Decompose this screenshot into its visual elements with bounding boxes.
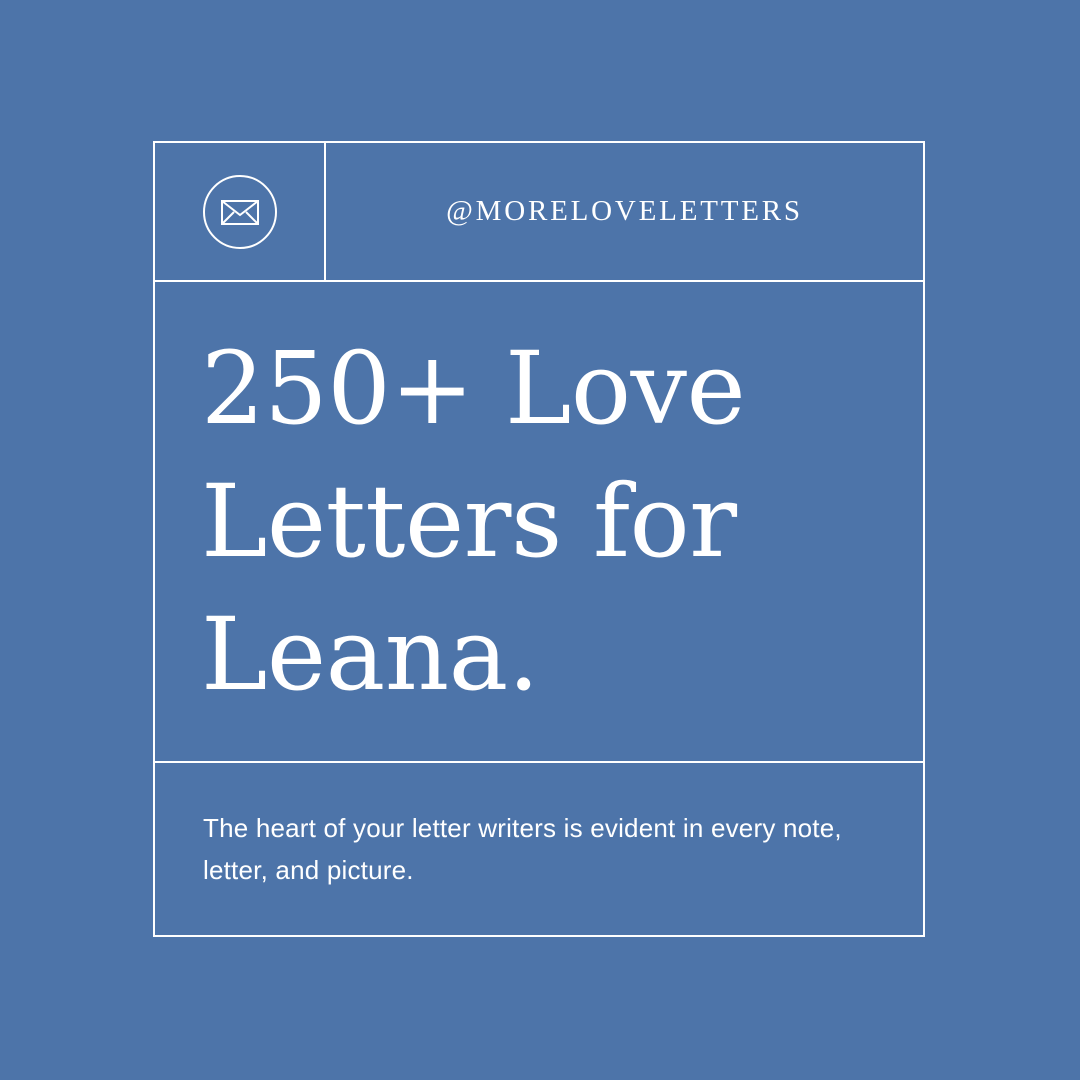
subtitle-cell <box>155 763 923 935</box>
logo-cell <box>155 143 326 280</box>
handle-cell <box>326 143 923 280</box>
account-handle: @MORELOVELETTERS <box>446 195 803 227</box>
card-header <box>155 143 923 282</box>
envelope-icon <box>202 174 278 250</box>
subtitle-text: The heart of your letter writers is evident in every note, letter, and picture. <box>203 812 842 885</box>
page-title: 250+ Love Letters for Leana. <box>201 330 746 713</box>
headline-cell <box>155 282 923 763</box>
promo-card <box>153 141 925 937</box>
